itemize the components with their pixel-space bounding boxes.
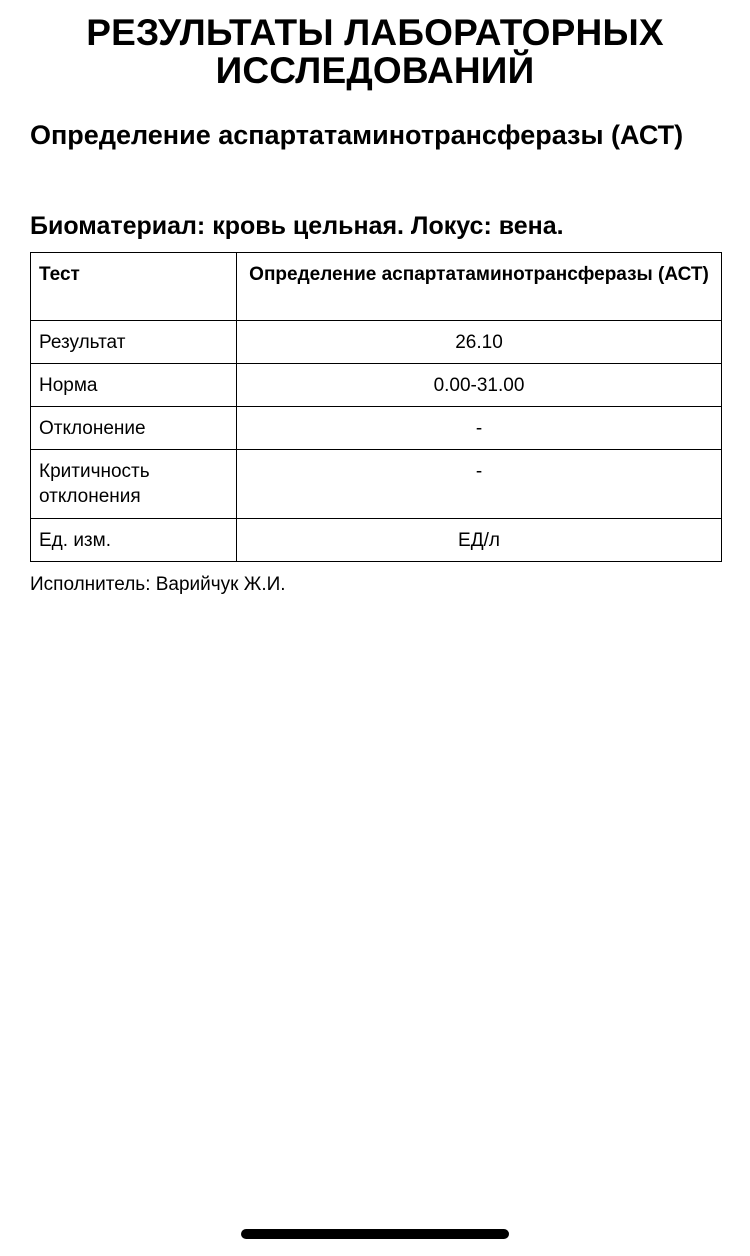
- results-table: [30, 252, 722, 562]
- header-value-cell: Определение аспартатаминотрансферазы (АСТ): [237, 253, 722, 321]
- row-value-cell: ЕД/л: [237, 519, 722, 562]
- row-key-cell: Критичность отклонения: [31, 450, 237, 519]
- page-title: РЕЗУЛЬТАТЫ ЛАБОРАТОРНЫХ ИССЛЕДОВАНИЙ: [86, 12, 664, 91]
- header-key-cell: Тест: [31, 253, 237, 321]
- table-header-row: [31, 253, 722, 321]
- row-key-cell: Норма: [31, 364, 237, 407]
- table-row-units: [31, 519, 722, 562]
- test-name-heading: Определение аспартатаминотрансферазы (АСТ): [30, 120, 684, 150]
- biomaterial-heading: Биоматериал: кровь цельная. Локус: вена.: [30, 212, 564, 240]
- row-value-cell: 26.10: [237, 321, 722, 364]
- row-value-cell: 0.00-31.00: [237, 364, 722, 407]
- row-value-cell: -: [237, 450, 722, 519]
- home-indicator-bar[interactable]: [241, 1229, 509, 1239]
- row-key-cell: Ед. изм.: [31, 519, 237, 562]
- executor-line: Исполнитель: Варийчук Ж.И.: [30, 574, 286, 595]
- row-key-cell: Отклонение: [31, 407, 237, 450]
- table-row-deviation: [31, 407, 722, 450]
- table-row-norm: [31, 364, 722, 407]
- row-value-cell: -: [237, 407, 722, 450]
- row-key-cell: Результат: [31, 321, 237, 364]
- table-row-deviation-criticality: [31, 450, 722, 519]
- table-row-result: [31, 321, 722, 364]
